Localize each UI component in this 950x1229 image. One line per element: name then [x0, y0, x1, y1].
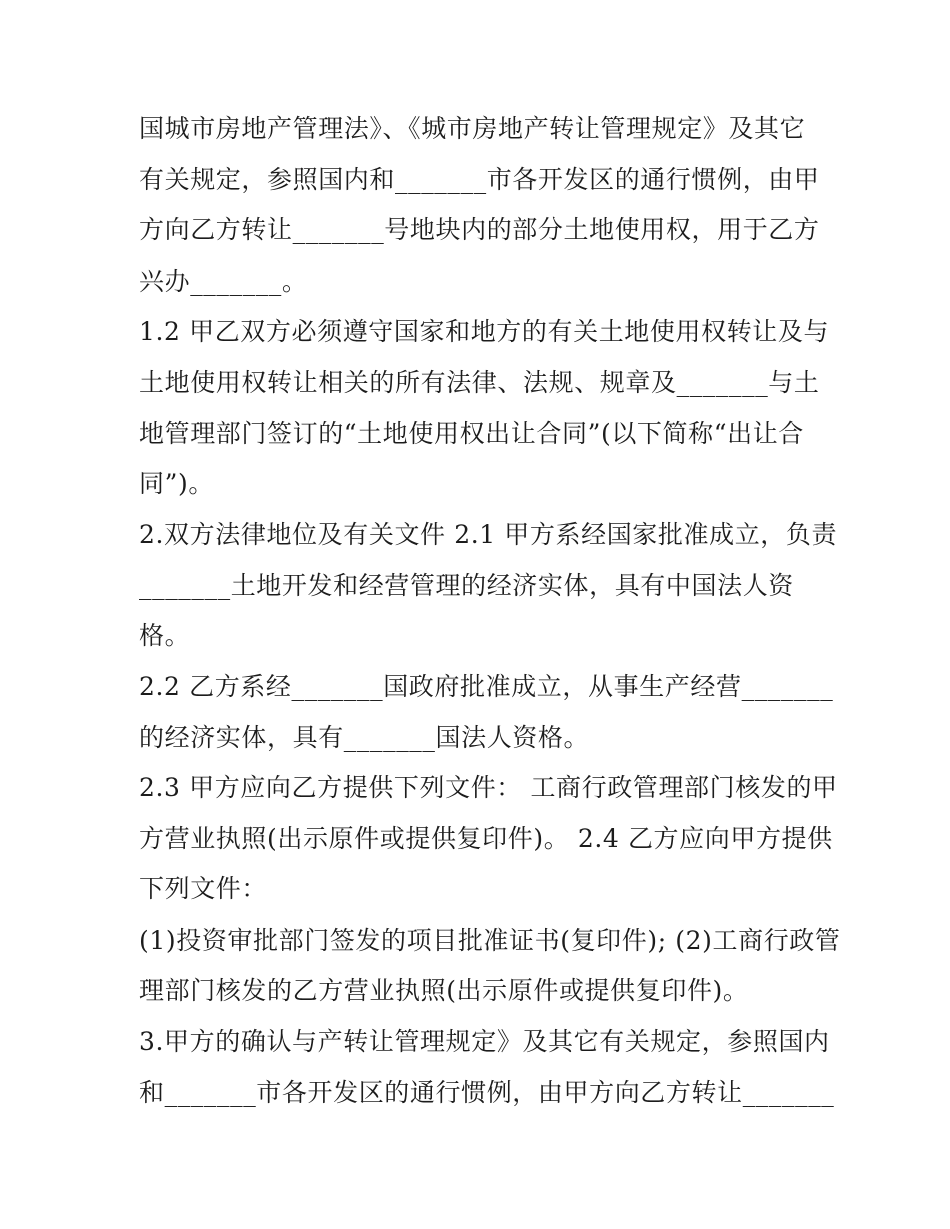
- text-line: 国城市房地产管理法》、《城市房地产转让管理规定》及其它: [139, 114, 806, 143]
- text-line: 下列文件：: [139, 874, 268, 903]
- text-line: 的经济实体，具有_______国法人资格。: [139, 723, 590, 752]
- text-line: 方向乙方转让_______号地块内的部分土地使用权，用于乙方: [139, 215, 820, 244]
- text-line: _______土地开发和经营管理的经济实体，具有中国法人资: [139, 571, 794, 600]
- text-line: 格。: [139, 621, 191, 650]
- text-line: (1)投资审批部门签发的项目批准证书(复印件); (2)工商行政管: [139, 926, 841, 955]
- text-line: 理部门核发的乙方营业执照(出示原件或提供复印件)。: [139, 976, 749, 1005]
- text-line: 同”)。: [139, 469, 214, 498]
- text-line: 1.2 甲乙双方必须遵守国家和地方的有关土地使用权转让及与: [139, 317, 830, 346]
- text-line: 兴办_______。: [139, 267, 308, 296]
- text-line: 2.2 乙方系经_______国政府批准成立，从事生产经营_______: [139, 672, 834, 701]
- text-line: 和_______市各开发区的通行惯例，由甲方向乙方转让_______: [139, 1078, 835, 1107]
- text-line: 地管理部门签订的“土地使用权出让合同”(以下简称“出让合: [139, 419, 804, 448]
- text-line: 土地使用权转让相关的所有法律、法规、规章及_______与土: [139, 368, 820, 397]
- text-line: 有关规定，参照国内和_______市各开发区的通行惯例，由甲: [139, 165, 820, 194]
- text-line: 2.双方法律地位及有关文件 2.1 甲方系经国家批准成立，负责: [139, 520, 838, 549]
- text-line: 2.3 甲方应向乙方提供下列文件： 工商行政管理部门核发的甲: [139, 773, 838, 802]
- text-line: 3.甲方的确认与产转让管理规定》及其它有关规定，参照国内: [139, 1027, 830, 1056]
- text-line: 方营业执照(出示原件或提供复印件)。 2.4 乙方应向甲方提供: [139, 824, 833, 853]
